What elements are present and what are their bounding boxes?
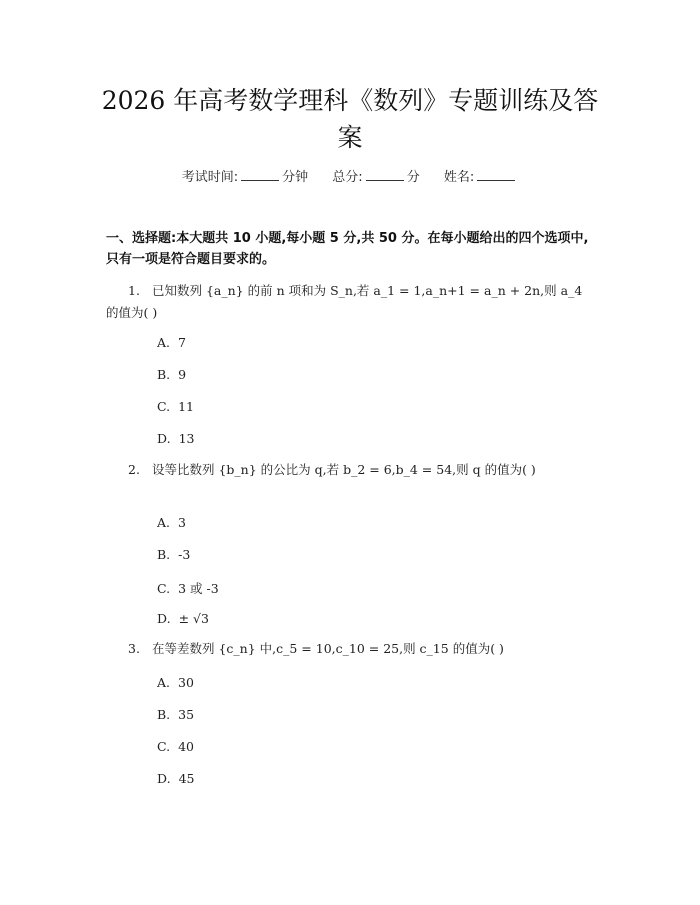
student-name-blank[interactable] (477, 170, 515, 181)
exam-meta (0, 166, 700, 185)
option-label: B. (157, 547, 171, 562)
option-3b[interactable] (157, 707, 194, 722)
option-3a[interactable] (157, 675, 194, 690)
exam-time-unit: 分钟 (282, 170, 309, 185)
question-1 (106, 280, 596, 324)
question-number: 1. (128, 283, 140, 298)
question-2 (106, 459, 596, 481)
option-value: -3 (178, 547, 191, 562)
option-value: 7 (178, 335, 186, 350)
question-3 (106, 638, 596, 660)
option-label: B. (157, 367, 171, 382)
option-1a[interactable] (157, 335, 186, 350)
option-1b[interactable] (157, 367, 186, 382)
exam-time-blank[interactable] (241, 170, 279, 181)
option-3c[interactable] (157, 739, 194, 754)
option-value: 35 (178, 707, 195, 722)
total-score (332, 166, 419, 185)
option-2c[interactable] (157, 579, 219, 597)
option-label: A. (157, 515, 171, 530)
option-value: 30 (178, 675, 194, 690)
total-score-unit: 分 (406, 170, 420, 185)
option-1c[interactable] (157, 399, 194, 414)
option-value: 40 (178, 739, 194, 754)
option-label: C. (157, 581, 171, 596)
question-text: 设等比数列 {b_n} 的公比为 q,若 b_2 = 6,b_4 = 54,则 q 的值为( ) (152, 462, 536, 477)
option-1d[interactable] (157, 431, 194, 446)
option-value: 13 (178, 431, 195, 446)
document-title: 2026 年高考数学理科《数列》专题训练及答案 (101, 86, 599, 152)
option-label: D. (157, 431, 171, 446)
option-label: D. (157, 611, 171, 626)
option-label: D. (157, 771, 171, 786)
total-score-label: 总分: (332, 170, 363, 185)
option-2a[interactable] (157, 515, 186, 530)
option-value: 11 (178, 399, 194, 414)
option-value: 3 或 -3 (178, 581, 219, 596)
exam-time-label: 考试时间: (181, 170, 239, 185)
option-label: A. (157, 335, 171, 350)
question-text: 已知数列 {a_n} 的前 n 项和为 S_n,若 a_1 = 1,a_n+1 = a_n + 2n,则 a_4 的值为( ) (106, 283, 583, 320)
option-3d[interactable] (157, 771, 194, 786)
option-2b[interactable] (157, 547, 190, 562)
total-score-blank[interactable] (366, 170, 404, 181)
option-value: ± √3 (178, 611, 209, 626)
option-value: 3 (178, 515, 186, 530)
option-value: 45 (178, 771, 195, 786)
option-label: B. (157, 707, 171, 722)
option-2d[interactable] (157, 611, 209, 626)
section-heading: 一、选择题:本大题共 10 小题,每小题 5 分,共 50 分。在每小题给出的四个选项中,只有一项是符合题目要求的。 (106, 231, 589, 267)
option-label: A. (157, 675, 171, 690)
question-number: 2. (128, 462, 140, 477)
option-label: C. (157, 399, 171, 414)
student-name (444, 166, 518, 185)
exam-time (182, 166, 308, 185)
option-value: 9 (178, 367, 187, 382)
question-number: 3. (128, 641, 140, 656)
question-text: 在等差数列 {c_n} 中,c_5 = 10,c_10 = 25,则 c_15 的值为( ) (152, 641, 504, 656)
student-name-label: 姓名: (443, 170, 475, 185)
option-label: C. (157, 739, 171, 754)
